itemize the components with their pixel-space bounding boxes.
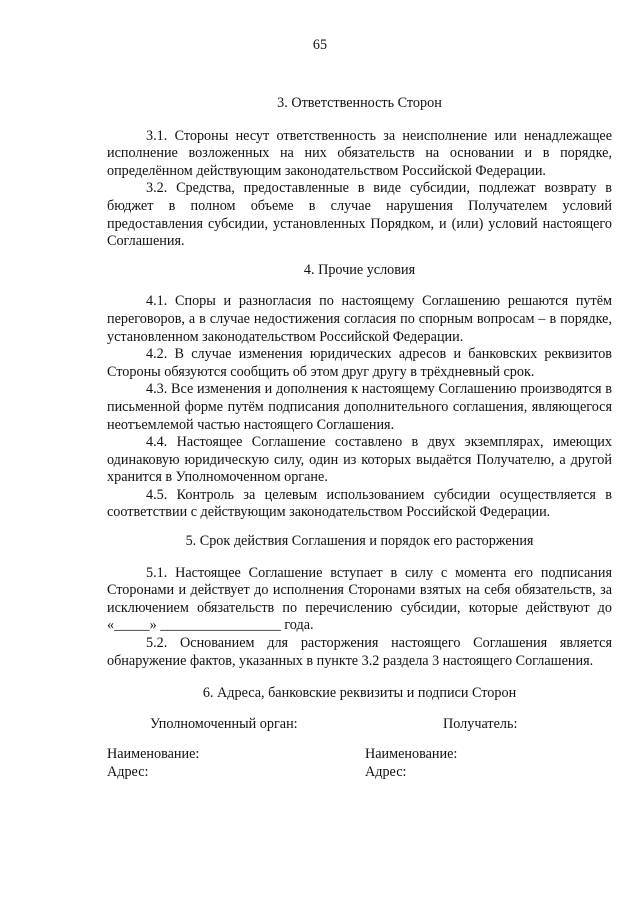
recipient-address-label: Адрес: [365, 764, 407, 780]
paragraph-4-3: 4.3. Все изменения и дополнения к настоящему Соглашению производятся в письменной форме путём подписания дополнительного соглашения, являющегося неотъемлемой частью настоящего Соглашения. [107, 381, 612, 433]
section-4-heading: 4. Прочие условия [303, 261, 416, 278]
paragraph-4-2: 4.2. В случае изменения юридических адресов и банковских реквизитов Стороны обязуются сообщить об этом друг другу в трёхдневный срок. [107, 346, 612, 380]
recipient-title: Получатель: [443, 715, 518, 732]
paragraph-4-1: 4.1. Споры и разногласия по настоящему Соглашению решаются путём переговоров, а в случае недостижения согласия по спорным вопросам – в порядке, установленном законодательством Российской Федерации. [107, 293, 612, 345]
document-body [107, 95, 612, 796]
section-5-heading: 5. Срок действия Соглашения и порядок его расторжения [185, 533, 534, 550]
authorized-body-address-label: Адрес: [107, 764, 149, 780]
authorized-body-details [107, 716, 298, 782]
recipient-name-label: Наименование: [365, 746, 458, 763]
paragraph-3-1: 3.1. Стороны несут ответственность за неисполнение или ненадлежащее исполнение возложенных на них обязательств на основании и в порядке, определённом действующим законодательством Российской Федерации. [107, 127, 612, 179]
authorized-body-title: Уполномоченный орган: [150, 715, 298, 732]
recipient-details [365, 716, 517, 782]
section-6-heading: 6. Адреса, банковские реквизиты и подписи Сторон [202, 685, 517, 702]
paragraph-3-2: 3.2. Средства, предоставленные в виде субсидии, подлежат возврату в бюджет в полном объеме в случае нарушения Получателем условий предоставления субсидии, установленных Порядком, и (или) условий настоящего Соглашения. [107, 180, 612, 250]
signature-block [107, 716, 612, 796]
paragraph-5-1: 5.1. Настоящее Соглашение вступает в силу с момента его подписания Сторонами и действует до исполнения Сторонами взятых на себя обязательств, за исключением обязательств по перечислению субсидии, которые действуют до «_____» _________________ года. [107, 564, 612, 634]
page-number: 65 [312, 37, 328, 53]
paragraph-5-2: 5.2. Основанием для расторжения настоящего Соглашения является обнаружение фактов, указанных в пункте 3.2 раздела 3 настоящего Соглашения. [107, 635, 612, 669]
authorized-body-name-label: Наименование: [107, 746, 200, 763]
paragraph-4-4: 4.4. Настоящее Соглашение составлено в двух экземплярах, имеющих одинаковую юридическую силу, один из которых выдаётся Получателю, а другой хранится в Уполномоченном органе. [107, 434, 612, 486]
section-3-heading: 3. Ответственность Сторон [277, 95, 442, 111]
paragraph-4-5: 4.5. Контроль за целевым использованием субсидии осуществляется в соответствии с действующим законодательством Российской Федерации. [107, 486, 612, 521]
